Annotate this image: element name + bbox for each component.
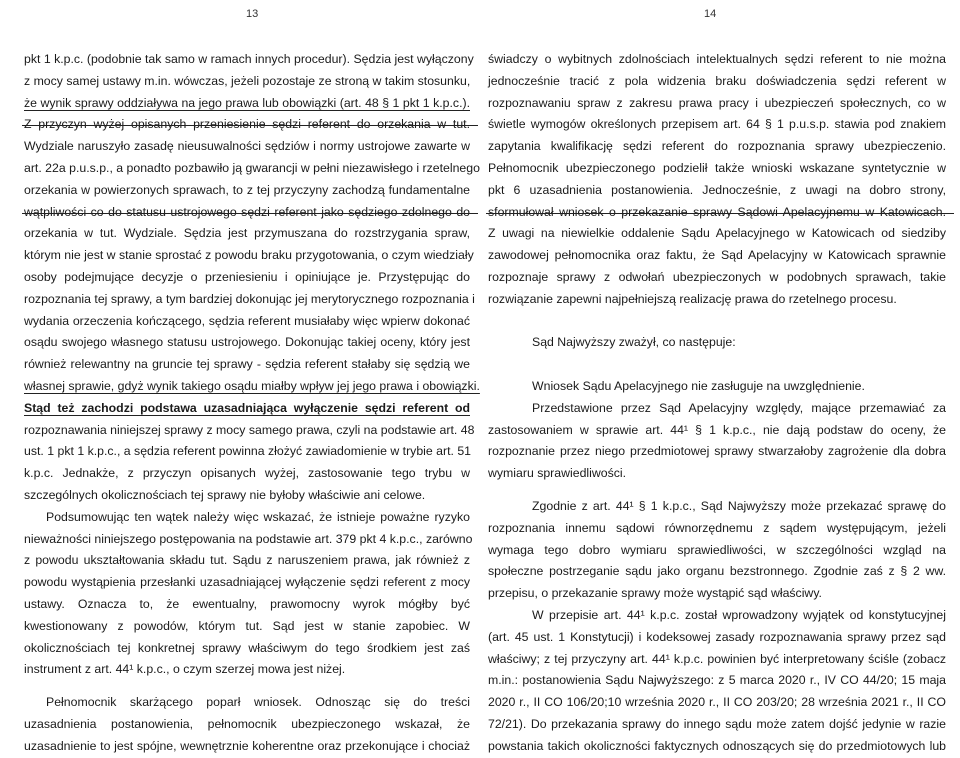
left-page (0, 0, 480, 753)
text-line: Pełnomocnik skarżącego poparł wniosek. Odnosząc się do treści (46, 695, 470, 710)
text-line: właściwy; z tej przyczyny art. 44¹ k.p.c. powinien być interpretowany ściśle (zobacz (488, 651, 946, 666)
text-line: W przepisie art. 44¹ k.p.c. został wprowadzony wyjątek od konstytucyjnej (532, 607, 946, 622)
text-line: świetle wymogów określonych przepisem art. 64 § 1 p.u.s.p. stawia pod znakiem (488, 117, 946, 132)
text-line: Podsumowując ten wątek należy więc wskazać, że istnieje poważne ryzyko (46, 509, 470, 524)
text-line: Wniosek Sądu Apelacyjnego nie zasługuje na uwzględnienie. (532, 378, 865, 393)
text-line: szczególnych okolicznościach tej sprawy nie byłoby właściwie ani celowe. (24, 487, 426, 502)
text-line: rozpoznawania niniejszej sprawy z mocy samego prawa, czyli na podstawie art. 48 (24, 422, 475, 437)
text-line: pkt 6 uzasadnienia postanowienia. Jednocześnie, z uwagi na dobro strony, (488, 182, 946, 197)
text-line: wydania orzeczenia kończącego, sędzia referent musiałaby więc wpierw dokonać (24, 313, 470, 328)
text-line: z mocy samej ustawy m.in. wówczas, jeżeli pozostaje ze stroną w takim stosunku, (24, 73, 471, 88)
text-line: kwestionowany z powodów, którym tut. Sąd jest w stanie zapobiec. W (24, 618, 470, 633)
text-line: wymiaru sprawiedliwości. (488, 466, 627, 481)
text-line: Zgodnie z art. 44¹ § 1 k.p.c., Sąd Najwyższy może przekazać sprawę do (532, 498, 946, 513)
text-line: k.p.c. Jednakże, z przyczyn opisanych wyżej, zastosowanie tego trybu w (24, 466, 470, 481)
text-line: zastosowaniem w sprawie art. 44¹ § 1 k.p.c., nie dają podstaw do oceny, że (488, 422, 946, 437)
text-line: rozpoznania innemu sądowi równorzędnemu z sądem występującym, jeżeli (488, 520, 946, 535)
text-line: Pełnomocnik ubezpieczonego podzielił także wnioski wskazane syntetycznie w (488, 160, 946, 175)
text-line: osoby podejmujące decyzje o przeniesieniu i opiniujące je. Przystępując do (24, 269, 470, 284)
text-line: społeczne postrzeganie sądu jako organu bezstronnego. Zgodnie zaś z § 2 ww. (488, 564, 946, 579)
text-line: (art. 45 ust. 1 Konstytucji) i kodeksowej zasady rozpoznawania sprawy przez sąd (488, 629, 946, 644)
text-line: rozpoznaje sprawy z odwołań ubezpieczonych w podobnych sprawach, takie (488, 269, 946, 284)
text-line: rozpoznawaniu spraw z zakresu prawa pracy i ubezpieczeń społecznych, co w (488, 95, 946, 110)
text-line: że wynik sprawy oddziaływa na jego prawa lub obowiązki (art. 48 § 1 pkt 1 k.p.c.). (24, 95, 470, 110)
text-line: okolicznościach tej konkretnej sprawy właściwym do tego środkiem jest zaś (24, 640, 470, 655)
right-page (480, 0, 960, 753)
section-heading: Sąd Najwyższy zważył, co następuje: (532, 335, 736, 350)
text-line: wymaga tego dobro wymiaru sprawiedliwości, w szczególności wzgląd na (488, 542, 946, 557)
page-text (488, 49, 946, 758)
text-line: własnej sprawie, gdyż wynik takiego osądu miałby wpływ jej jego prawa i obowiązki. (24, 378, 480, 393)
text-line: jednocześnie tracić z pola widzenia braku doświadczenia sędzi referent w (488, 73, 946, 88)
page-number: 14 (704, 8, 717, 20)
text-line: z powodu ukształtowania składu tut. Sądu z naruszeniem prawa, jak również z (24, 553, 470, 568)
text-line: Z uwagi na niewielkie oddalenie Sądu Apelacyjnego w Katowicach od siedziby (488, 226, 946, 241)
text-line: Z przyczyn wyżej opisanych przeniesienie sędzi referent do orzekania w tut. (24, 114, 470, 136)
text-line: świadczy o wybitnych zdolnościach intelektualnych sędzi referent to nie można (488, 52, 946, 66)
text-line: powstania takich okoliczności faktycznych odnoszących się do przedmiotowych lub (488, 738, 946, 753)
text-line: osądu swojego własnego statusu ustrojowego. Dokonując takiej oceny, który jest (24, 335, 470, 350)
text-line: wątpliwości co do statusu ustrojowego sędzi referent jako sędziego zdolnego do (24, 202, 470, 224)
text-line: 2020 r., II CO 106/20;10 września 2020 r., II CO 203/20; 28 września 2021 r., II CO (488, 695, 946, 710)
text-line: m.in.: postanowienia Sądu Najwyższego: z 5 marca 2020 r., IV CO 44/20; 15 maja (488, 673, 946, 688)
page-text (24, 49, 480, 758)
text-line: Przedstawione przez Sąd Apelacyjny względy, mające przemawiać za (532, 400, 946, 415)
text-line: 72/21). Do przekazania sprawy do innego sądu może zatem dojść jedynie w razie (488, 716, 946, 731)
text-line: uzasadnienie to jest spójne, wewnętrznie koherentne oraz przekonujące i chociaż (24, 738, 470, 753)
text-line: powodu wystąpienia przesłanki uzasadniającej wyłączenie sędzi referent z mocy (24, 575, 470, 590)
text-line: orzekania w powierzonych sprawach, to z tej przyczyny zachodzą fundamentalne (24, 182, 470, 197)
text-line: Wydziale naruszyło zasadę nieusuwalności sędziów i normy ustrojowe zawarte w (24, 139, 470, 154)
text-line: rozpoznanie przez niego przedmiotowej sprawy stwarzałoby zagrożenie dla dobra (488, 444, 946, 459)
text-line: orzekania w tut. Wydziale. Sędzia jest przymuszana do rozstrzygania spraw, (24, 226, 470, 241)
text-line: nieważności niniejszego postępowania na podstawie art. 379 pkt 4 k.p.c., zarówno (24, 531, 473, 546)
text-line: zapytania kwalifikację sędzi referent do rozpoznania sprawy ubezpieczenio. (488, 139, 946, 154)
text-line: ust. 1 pkt 1 k.p.c., a sędzia referent powinna złożyć zawiadomienie w trybie art. 51 (24, 444, 472, 459)
text-line: uzasadnienia postanowienia, pełnomocnik ubezpieczonego wskazał, że (24, 716, 470, 731)
text-line: art. 22a p.u.s.p., a ponadto pozbawiło ją gwarancji w pełni niezawisłego i rzetelnego (24, 160, 480, 175)
text-line: rozpoznania tej sprawy, a tym bardziej dokonując jej merytorycznego rozpoznania i (24, 291, 475, 306)
text-line: sformułował wniosek o przekazanie sprawy Sądowi Apelacyjnemu w Katowicach. (488, 202, 946, 224)
text-line: przepisu, o przekazanie sprawy może wystąpić sąd właściwy. (488, 586, 822, 601)
text-line: pkt 1 k.p.c. (podobnie tak samo w ramach innych procedur). Sędzia jest wyłączony (24, 52, 474, 66)
page-number: 13 (246, 8, 259, 20)
text-line: również relewantny na gruncie tej sprawy - sędzia referent stałaby się sędzią we (24, 357, 470, 372)
text-line: którym nie jest w stanie sprostać z powodu braku przygotowania, o czym wiedziały (24, 248, 474, 263)
text-line: ustawy. Oznacza to, że ewentualny, prawomocny wyrok mógłby być (24, 596, 470, 611)
text-line: zawodowej pełnomocnika oraz faktu, że Sąd Apelacyjny w Katowicach sprawnie (488, 248, 946, 263)
text-line: Stąd też zachodzi podstawa uzasadniająca wyłączenie sędzi referent od (24, 400, 470, 415)
text-line: instrument z art. 44¹ k.p.c., o czym szerzej mowa jest niżej. (24, 662, 346, 677)
text-line: rozwiązanie zapewni najpełniejszą realizację prawa do rzetelnego procesu. (488, 291, 897, 306)
